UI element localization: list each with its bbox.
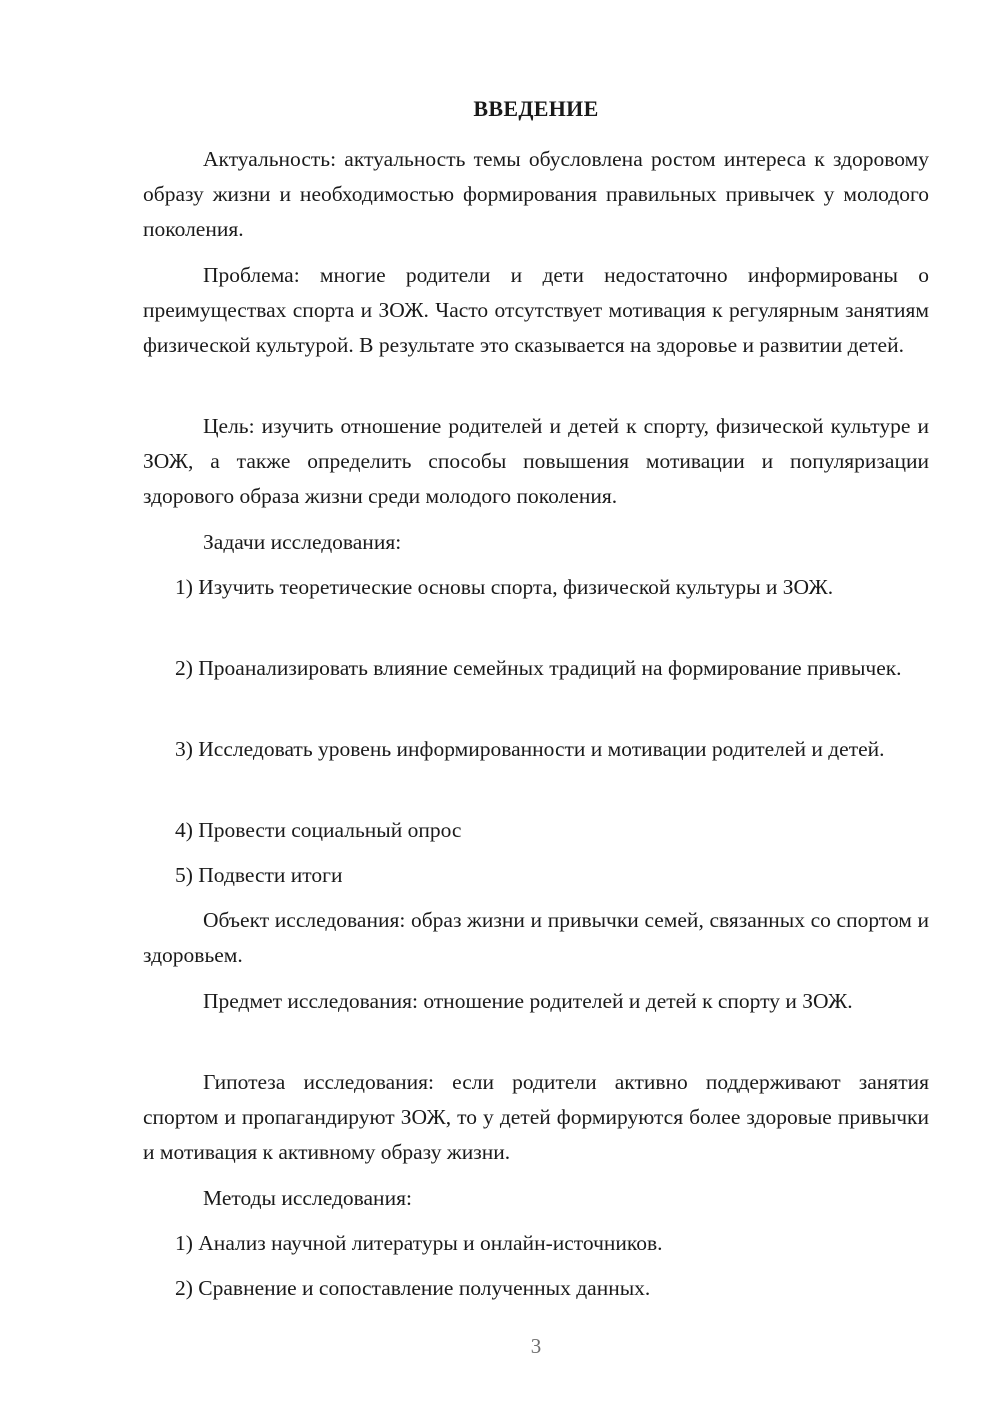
paragraph-problem: Проблема: многие родители и дети недостаточно информированы о преимуществах спорта и ЗОЖ. Часто отсутствует мотивация к регулярным занятиям физической культурой. В результате это сказывается на здоровье и развитии детей. — [143, 263, 929, 357]
task-item-1: 1) Изучить теоретические основы спорта, физической культуры и ЗОЖ. — [175, 575, 834, 599]
paragraph-hypothesis: Гипотеза исследования: если родители активно поддерживают занятия спортом и пропагандируют ЗОЖ, то у детей формируются более здоровые привычки и мотивация к активному образу жизни. — [143, 1070, 929, 1164]
method-item-2: 2) Сравнение и сопоставление полученных данных. — [175, 1276, 651, 1300]
section-heading: ВВЕДЕНИЕ — [473, 96, 599, 121]
method-item-1: 1) Анализ научной литературы и онлайн-источников. — [175, 1231, 663, 1255]
task-item-5: 5) Подвести итоги — [175, 863, 343, 887]
paragraph-relevance: Актуальность: актуальность темы обусловлена ростом интереса к здоровому образу жизни и необходимостью формирования правильных привычек у молодого поколения. — [143, 147, 929, 241]
task-item-4: 4) Провести социальный опрос — [175, 818, 462, 842]
paragraph-object: Объект исследования: образ жизни и привычки семей, связанных со спортом и здоровьем. — [143, 908, 929, 967]
paragraph-subject: Предмет исследования: отношение родителей и детей к спорту и ЗОЖ. — [203, 989, 853, 1013]
methods-title: Методы исследования: — [203, 1186, 412, 1210]
page-number: 3 — [530, 1334, 542, 1358]
document-page — [143, 0, 929, 1414]
tasks-title: Задачи исследования: — [203, 530, 402, 554]
paragraph-goal: Цель: изучить отношение родителей и детей к спорту, физической культуре и ЗОЖ, а также определить способы повышения мотивации и популяризации здорового образа жизни среди молодого поколения. — [143, 414, 929, 508]
task-item-3: 3) Исследовать уровень информированности и мотивации родителей и детей. — [175, 737, 885, 761]
task-item-2: 2) Проанализировать влияние семейных традиций на формирование привычек. — [175, 656, 902, 680]
